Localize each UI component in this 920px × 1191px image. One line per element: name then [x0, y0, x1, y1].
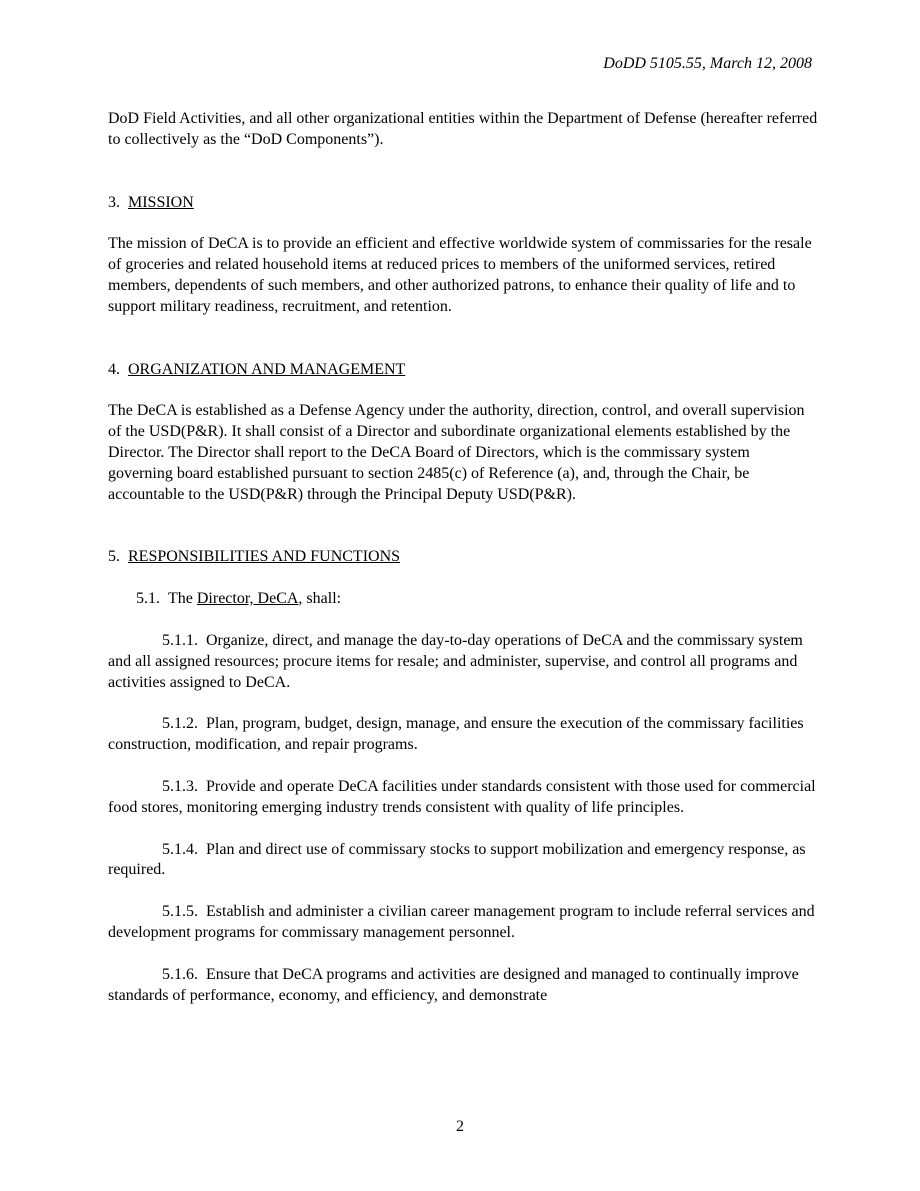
section-title: MISSION [128, 193, 194, 211]
subsection-number: 5.1. [136, 590, 160, 608]
section-heading-responsibilities [108, 547, 818, 568]
section-number: 3. [108, 193, 120, 211]
list-item [108, 840, 818, 882]
subsection-post: , shall: [298, 590, 342, 608]
section-heading-mission [108, 193, 818, 214]
list-item [108, 631, 818, 693]
item-number: 5.1.5. [162, 903, 198, 921]
subsection-heading-director [108, 589, 818, 610]
subsection-title: Director, DeCA [196, 590, 299, 608]
item-number: 5.1.1. [162, 631, 198, 649]
item-text: Ensure that DeCA programs and activities are designed and managed to continually improve standards of performance, economy, and efficiency, and demonstrate [108, 965, 799, 1004]
organization-paragraph: The DeCA is established as a Defense Agency under the authority, direction, control, and overall supervision of the USD(P&R). It shall consist of a Director and subordinate organizational elements established by the Director. The Director shall report to the DeCA Board of Directors, which is the commissary system governing board established pursuant to section 2485(c) of Reference (a), and, through the Chair, be accountable to the USD(P&R) through the Principal Deputy USD(P&R). [108, 402, 805, 503]
section-title: RESPONSIBILITIES AND FUNCTIONS [128, 548, 401, 566]
intro-paragraph: DoD Field Activities, and all other organizational entities within the Department of Defense (hereafter referred to collectively as the “DoD Components”). [108, 110, 818, 148]
mission-paragraph: The mission of DeCA is to provide an efficient and effective worldwide system of commissaries for the resale of groceries and related household items at reduced prices to members of the uniformed services, retired members, dependents of such members, and other authorized patrons, to enhance their quality of life and to support military readiness, recruitment, and retention. [108, 235, 812, 315]
section-heading-organization [108, 360, 818, 381]
item-text: Establish and administer a civilian career management program to include referral services and development programs for commissary management personnel. [108, 903, 815, 941]
document-reference-header: DoDD 5105.55, March 12, 2008 [603, 55, 812, 72]
section-number: 5. [108, 548, 120, 566]
item-number: 5.1.2. [162, 715, 198, 733]
subsection-pre: The [168, 590, 193, 608]
document-body [108, 109, 818, 1006]
page-number: 2 [456, 1118, 464, 1135]
item-text: Plan, program, budget, design, manage, and ensure the execution of the commissary facilities construction, modification, and repair programs. [108, 715, 804, 754]
section-number: 4. [108, 360, 120, 378]
item-number: 5.1.6. [162, 965, 198, 983]
item-number: 5.1.3. [162, 777, 198, 795]
list-item [108, 777, 818, 819]
list-item [108, 965, 818, 1007]
list-item [108, 714, 818, 756]
item-text: Provide and operate DeCA facilities under standards consistent with those used for commercial food stores, monitoring emerging industry trends consistent with quality of life principles. [108, 777, 816, 816]
item-number: 5.1.4. [162, 840, 198, 858]
item-text: Plan and direct use of commissary stocks to support mobilization and emergency response, as required. [108, 840, 806, 879]
list-item [108, 902, 818, 944]
item-text: Organize, direct, and manage the day-to-day operations of DeCA and the commissary system and all assigned resources; procure items for resale; and administer, supervise, and control all programs and activities assigned to DeCA. [108, 631, 803, 691]
section-title: ORGANIZATION AND MANAGEMENT [128, 360, 406, 378]
